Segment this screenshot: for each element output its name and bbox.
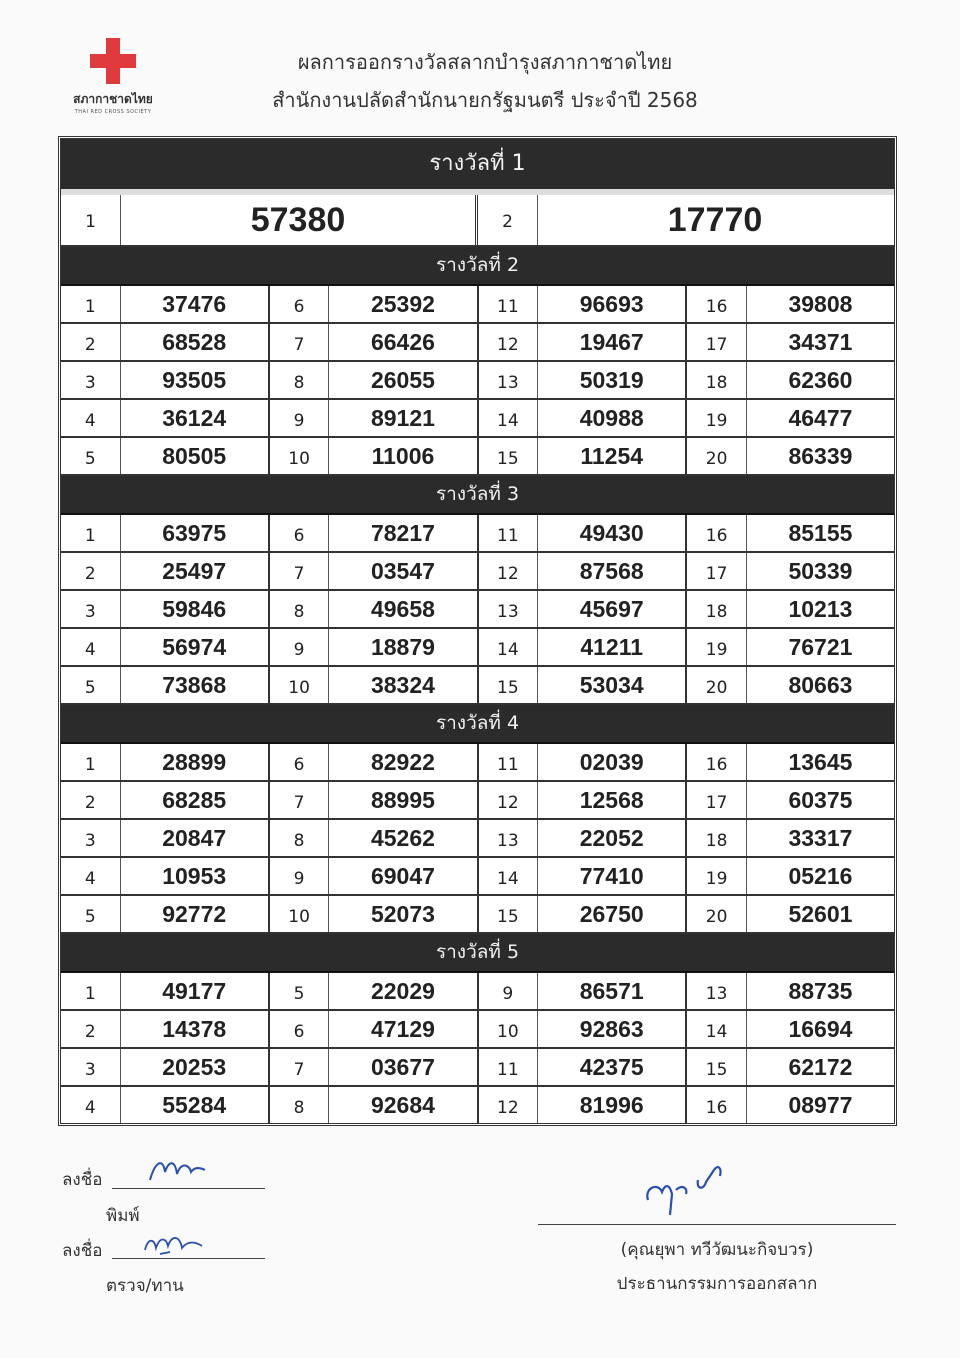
prize-number: 87568 [538,553,687,589]
prize-number: 49658 [329,591,478,627]
table-row [61,896,894,934]
prize-number: 52073 [329,896,478,932]
prize-index: 6 [270,1011,330,1047]
prize-number: 88735 [788,978,853,1004]
prize-number: 49430 [538,515,687,551]
prize-number: 62360 [788,367,853,393]
prize-index: 20 [687,667,747,703]
prize-index: 1 [61,515,121,551]
prize-index: 4 [61,400,121,436]
prize-number: 82922 [329,744,478,780]
prize-index: 19 [687,629,747,665]
prize-index: 16 [687,744,747,780]
prize-number: 50319 [538,362,687,398]
prize-number: 42375 [538,1049,687,1085]
prize-number: 14378 [121,1011,270,1047]
prize-index: 4 [61,1087,121,1123]
prize-index: 14 [687,1011,747,1047]
prize-number: 86571 [538,973,687,1009]
prize-index: 11 [479,744,539,780]
prize-index: 14 [479,858,539,894]
prize-number: 96693 [538,286,687,322]
prize-index: 18 [687,820,747,856]
prize-number: 41211 [538,629,687,665]
prize-number: 52601 [788,901,853,927]
table-row [61,286,894,324]
prize-number: 45262 [329,820,478,856]
prize-index: 16 [687,286,747,322]
prize-index: 10 [270,667,330,703]
prize-index: 3 [61,362,121,398]
prize-index: 5 [270,973,330,1009]
prize-index: 10 [270,438,330,474]
prize-number: 03547 [329,553,478,589]
prize-number: 22052 [538,820,687,856]
prize1-row [61,195,894,247]
prize-index: 14 [479,400,539,436]
prize-index: 11 [479,1049,539,1085]
prize-index: 11 [479,515,539,551]
signature-2 [140,1228,215,1260]
prize-number: 33317 [788,825,853,851]
prize-index: 4 [61,629,121,665]
prize-number: 40988 [538,400,687,436]
prize-index: 1 [61,973,121,1009]
prize-number: 46477 [788,405,853,431]
prize-index: 2 [478,195,538,245]
logo-text-th: สภากาชาดไทย [73,92,153,106]
table-row [61,438,894,476]
prize-number: 12568 [538,782,687,818]
prize-number: 56974 [121,629,270,665]
prize-number: 68285 [121,782,270,818]
prize-index: 1 [61,744,121,780]
prize-number: 49177 [121,973,270,1009]
red-cross-icon [90,38,136,84]
table-row [61,973,894,1011]
prize-number: 68528 [121,324,270,360]
prize-index: 2 [61,553,121,589]
prize-index: 5 [61,667,121,703]
prize-index: 12 [479,324,539,360]
prize-index: 5 [61,896,121,932]
prize-number: 25392 [329,286,478,322]
prize-index: 3 [61,591,121,627]
prize-index: 16 [687,515,747,551]
prize-index: 2 [61,324,121,360]
prize-index: 12 [479,553,539,589]
prize-number: 80663 [788,672,853,698]
thai-red-cross-logo [58,38,168,115]
prize-number: 62172 [788,1054,853,1080]
table-row [61,858,894,896]
prize-number: 77410 [538,858,687,894]
document-subtitle: สำนักงานปลัดสำนักนายกรัฐมนตรี ประจำปี 2568 [272,88,698,112]
prize-number: 11254 [538,438,687,474]
prize-number: 53034 [538,667,687,703]
prize-index: 3 [61,820,121,856]
prize-number: 13645 [788,749,853,775]
prize-index: 8 [270,1087,330,1123]
prize1-header: รางวัลที่ 1 [61,139,894,195]
prize-index: 12 [479,782,539,818]
prize-index: 9 [270,629,330,665]
prize-number: 86339 [788,443,853,469]
prize-index: 17 [687,553,747,589]
results-table [58,136,897,1126]
prize-number: 10213 [788,596,853,622]
prize-index: 13 [479,820,539,856]
prize-number: 92863 [538,1011,687,1047]
prize-index: 6 [270,744,330,780]
prize-number: 80505 [121,438,270,474]
table-row [61,820,894,858]
prize-index: 15 [479,667,539,703]
prize-number: 36124 [121,400,270,436]
prize-index: 12 [479,1087,539,1123]
prize-index: 13 [687,973,747,1009]
document-title: ผลการออกรางวัลสลากบำรุงสภากาชาดไทย [297,50,673,74]
prize-index: 7 [270,1049,330,1085]
prize-number: 17770 [667,201,763,239]
prize-number: 85155 [788,520,853,546]
prize-index: 10 [479,1011,539,1047]
prize-number: 25497 [121,553,270,589]
prize-number: 26750 [538,896,687,932]
prize-index: 19 [687,400,747,436]
prize-number: 60375 [788,787,853,813]
prize-section-header: รางวัลที่ 5 [61,934,894,973]
signer2-role: ตรวจ/ทาน [106,1276,184,1296]
prize-index: 15 [687,1049,747,1085]
prize-index: 7 [270,324,330,360]
prize-index: 9 [270,858,330,894]
prize-number: 16694 [788,1016,853,1042]
prize-section-header: รางวัลที่ 2 [61,247,894,286]
table-row [61,667,894,705]
signer1-label: ลงชื่อ [62,1170,103,1190]
prize-index: 7 [270,553,330,589]
signature-1 [145,1152,215,1188]
prize-number: 55284 [121,1087,270,1123]
prize-number: 39808 [788,291,853,317]
table-row [61,553,894,591]
prize-index: 9 [270,400,330,436]
table-row [61,1011,894,1049]
table-row [61,1087,894,1123]
prize-number: 10953 [121,858,270,894]
prize-index: 20 [687,896,747,932]
prize-index: 11 [479,286,539,322]
prize-number: 57380 [121,195,478,245]
prize-index: 6 [270,286,330,322]
prize-number: 37476 [121,286,270,322]
prize-index: 18 [687,591,747,627]
prize-index: 10 [270,896,330,932]
table-row [61,1049,894,1087]
prize-number: 20253 [121,1049,270,1085]
prize-index: 20 [687,438,747,474]
prize-number: 92772 [121,896,270,932]
prize-index: 8 [270,362,330,398]
logo-text-en: THAI RED CROSS SOCIETY [74,109,152,115]
prize-index: 15 [479,896,539,932]
prize-number: 92684 [329,1087,478,1123]
prize-index: 8 [270,820,330,856]
signer2-label: ลงชื่อ [62,1241,103,1261]
chair-title: ประธานกรรมการออกสลาก [616,1274,818,1294]
prize-number: 38324 [329,667,478,703]
prize-number: 63975 [121,515,270,551]
prize-number: 05216 [788,863,853,889]
table-row [61,744,894,782]
prize-index: 18 [687,362,747,398]
prize-number: 50339 [788,558,853,584]
prize-number: 47129 [329,1011,478,1047]
prize-number: 03677 [329,1049,478,1085]
prize-number: 73868 [121,667,270,703]
signer1-role: พิมพ์ [106,1206,140,1226]
prize-section-header: รางวัลที่ 3 [61,476,894,515]
prize-index: 19 [687,858,747,894]
prize-index: 1 [61,195,121,245]
table-row [61,515,894,553]
prize-index: 17 [687,324,747,360]
prize-number: 81996 [538,1087,687,1123]
prize-index: 8 [270,591,330,627]
prize-number: 66426 [329,324,478,360]
prize-number: 89121 [329,400,478,436]
prize-index: 5 [61,438,121,474]
prize-index: 9 [479,973,539,1009]
prize-number: 78217 [329,515,478,551]
prize-index: 13 [479,591,539,627]
prize-number: 11006 [329,438,478,474]
table-row [61,629,894,667]
prize-number: 34371 [788,329,853,355]
prize-number: 26055 [329,362,478,398]
prize-index: 14 [479,629,539,665]
prize-index: 13 [479,362,539,398]
table-row [61,400,894,438]
prize-number: 18879 [329,629,478,665]
prize-number: 88995 [329,782,478,818]
table-row [61,591,894,629]
prize-number: 28899 [121,744,270,780]
prize-number: 69047 [329,858,478,894]
prize-index: 15 [479,438,539,474]
prize-index: 4 [61,858,121,894]
table-row [61,782,894,820]
prize-index: 1 [61,286,121,322]
prize-index: 2 [61,1011,121,1047]
chair-name: (คุณยุพา ทวีวัฒนะกิจบวร) [620,1240,814,1260]
prize-number: 93505 [121,362,270,398]
prize-number: 59846 [121,591,270,627]
chair-signature-line [538,1208,896,1225]
table-row [61,324,894,362]
prize-number: 02039 [538,744,687,780]
prize-index: 6 [270,515,330,551]
prize-number: 19467 [538,324,687,360]
prize-number: 45697 [538,591,687,627]
table-row [61,362,894,400]
prize-index: 16 [687,1087,747,1123]
prize-number: 22029 [329,973,478,1009]
prize-index: 7 [270,782,330,818]
prize-number: 08977 [788,1092,853,1118]
prize-index: 17 [687,782,747,818]
prize-section-header: รางวัลที่ 4 [61,705,894,744]
prize-number: 76721 [788,634,853,660]
prize-number: 20847 [121,820,270,856]
prize-index: 3 [61,1049,121,1085]
prize-index: 2 [61,782,121,818]
